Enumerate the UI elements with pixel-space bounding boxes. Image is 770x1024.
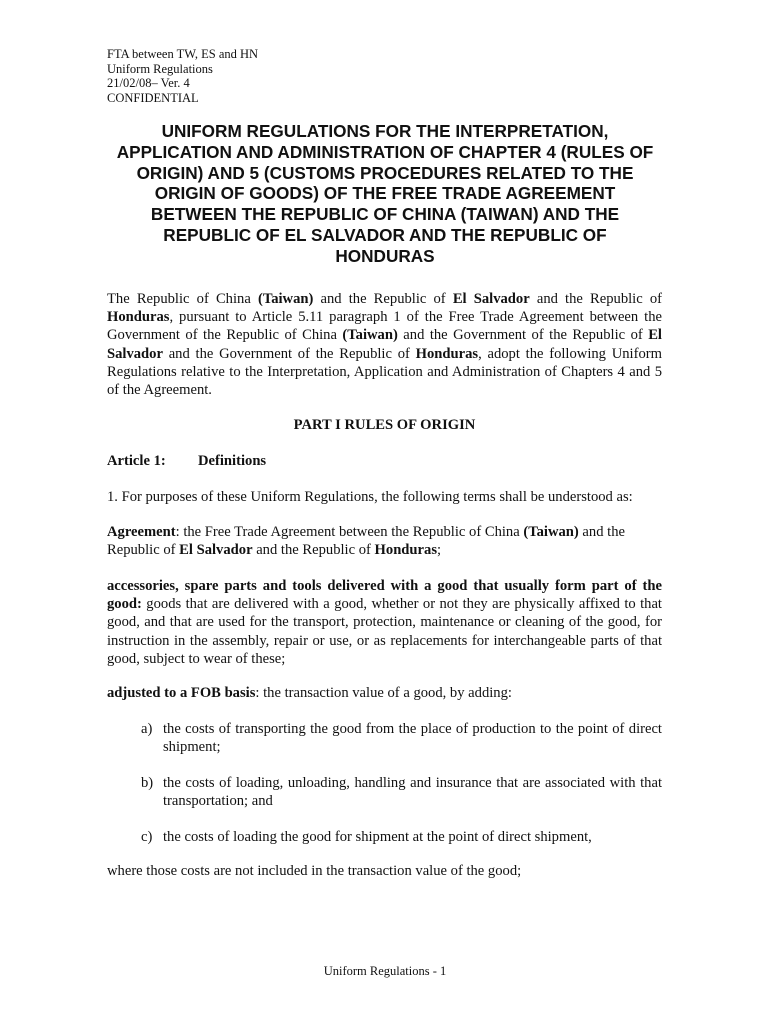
article-heading [107, 452, 266, 470]
paragraph-1: 1. For purposes of these Uniform Regulations, the following terms shall be understood as: [107, 489, 633, 505]
closing-text: where those costs are not included in the transaction value of the good; [107, 863, 522, 879]
definition-text: : the Free Trade Agreement between the Republic of China [175, 524, 524, 540]
header-version-line: 21/02/08– Ver. 4 [107, 76, 190, 91]
intro-text: , pursuant to Article 5.11 paragraph 1 of the Free Trade Agreement between the Government of the Republic of China [107, 309, 662, 344]
intro-bold: (Taiwan) [342, 327, 398, 344]
header-title-line: Uniform Regulations [107, 61, 213, 76]
header-confidential-line: CONFIDENTIAL [107, 90, 199, 105]
definition-term: accessories, spare parts and tools delivered with a good that usually form part of the good: [107, 578, 662, 613]
definition-term: Agreement [107, 524, 176, 540]
title-line: REPUBLIC OF EL SALVADOR AND THE REPUBLIC OF [163, 224, 607, 245]
list-item-text: the costs of transporting the good from the place of production to the point of direct shipment; [163, 721, 662, 756]
definition-text: ; [437, 542, 442, 559]
intro-bold: Honduras [415, 345, 479, 362]
list-marker: a) [141, 721, 153, 737]
list-item [141, 828, 662, 846]
document-title [100, 121, 670, 267]
definition-fob-basis [107, 684, 662, 702]
definition-agreement [107, 523, 662, 559]
definition-text: and the Republic of [107, 524, 625, 559]
header-agreement-line: FTA between TW, ES and HN [107, 47, 259, 61]
list-item-text: the costs of loading the good for shipment at the point of direct shipment, [163, 829, 592, 845]
part-heading: PART I RULES OF ORIGIN [293, 417, 476, 433]
intro-bold: El Salvador [452, 291, 530, 307]
title-line: ORIGIN) AND 5 (CUSTOMS PROCEDURES RELATED TO THE [136, 162, 634, 183]
title-line: BETWEEN THE REPUBLIC OF CHINA (TAIWAN) AND THE [150, 204, 620, 225]
intro-text: The Republic of China [107, 291, 258, 307]
list-marker: c) [141, 829, 153, 845]
intro-text: and the Government of the Republic of [162, 345, 416, 362]
definition-text: and the Republic of [252, 542, 375, 559]
definition-bold: (Taiwan) [523, 524, 579, 540]
definition-bold: Honduras [374, 542, 437, 559]
list-item [141, 720, 662, 756]
intro-text: and the Government of the Republic of [397, 327, 649, 344]
intro-bold: El Salvador [107, 327, 662, 362]
title-line: ORIGIN OF GOODS) OF THE FREE TRADE AGREEMENT [154, 183, 616, 204]
definition-accessories [107, 577, 662, 668]
title-line: APPLICATION AND ADMINISTRATION OF CHAPTER 4 (RULES OF [116, 141, 654, 162]
page-footer: Uniform Regulations - 1 [323, 964, 447, 978]
intro-paragraph [107, 290, 662, 399]
definition-text: goods that are delivered with a good, whether or not they are physically affixed to that good, and that are used for the transport, protection, maintenance or cleaning of the good, for instruction in the assembly, repair or use, or as replacements for interchangeable parts of that good, subject to wear of these; [107, 596, 662, 667]
list-item [141, 774, 662, 810]
list-item-text: the costs of loading, unloading, handling and insurance that are associated with that transportation; and [163, 775, 662, 810]
document-header [107, 47, 258, 105]
title-line: UNIFORM REGULATIONS FOR THE INTERPRETATION, [161, 121, 609, 141]
title-line: HONDURAS [335, 245, 435, 266]
intro-bold: Honduras [107, 309, 170, 326]
article-number: Article 1: [107, 453, 166, 469]
intro-text: , adopt the following Uniform Regulations relative to the Interpretation, Application and Administration of Chapters 4 and 5 of the Agreement. [107, 345, 662, 399]
intro-bold: (Taiwan) [257, 291, 314, 307]
definition-bold: El Salvador [179, 542, 253, 559]
intro-text: and the Republic of [313, 291, 453, 307]
list-marker: b) [141, 775, 154, 791]
intro-text: and the Republic of [529, 291, 662, 307]
definition-term: adjusted to a FOB basis [107, 685, 256, 701]
definition-text: : the transaction value of a good, by adding: [255, 685, 512, 701]
article-name: Definitions [198, 453, 267, 469]
